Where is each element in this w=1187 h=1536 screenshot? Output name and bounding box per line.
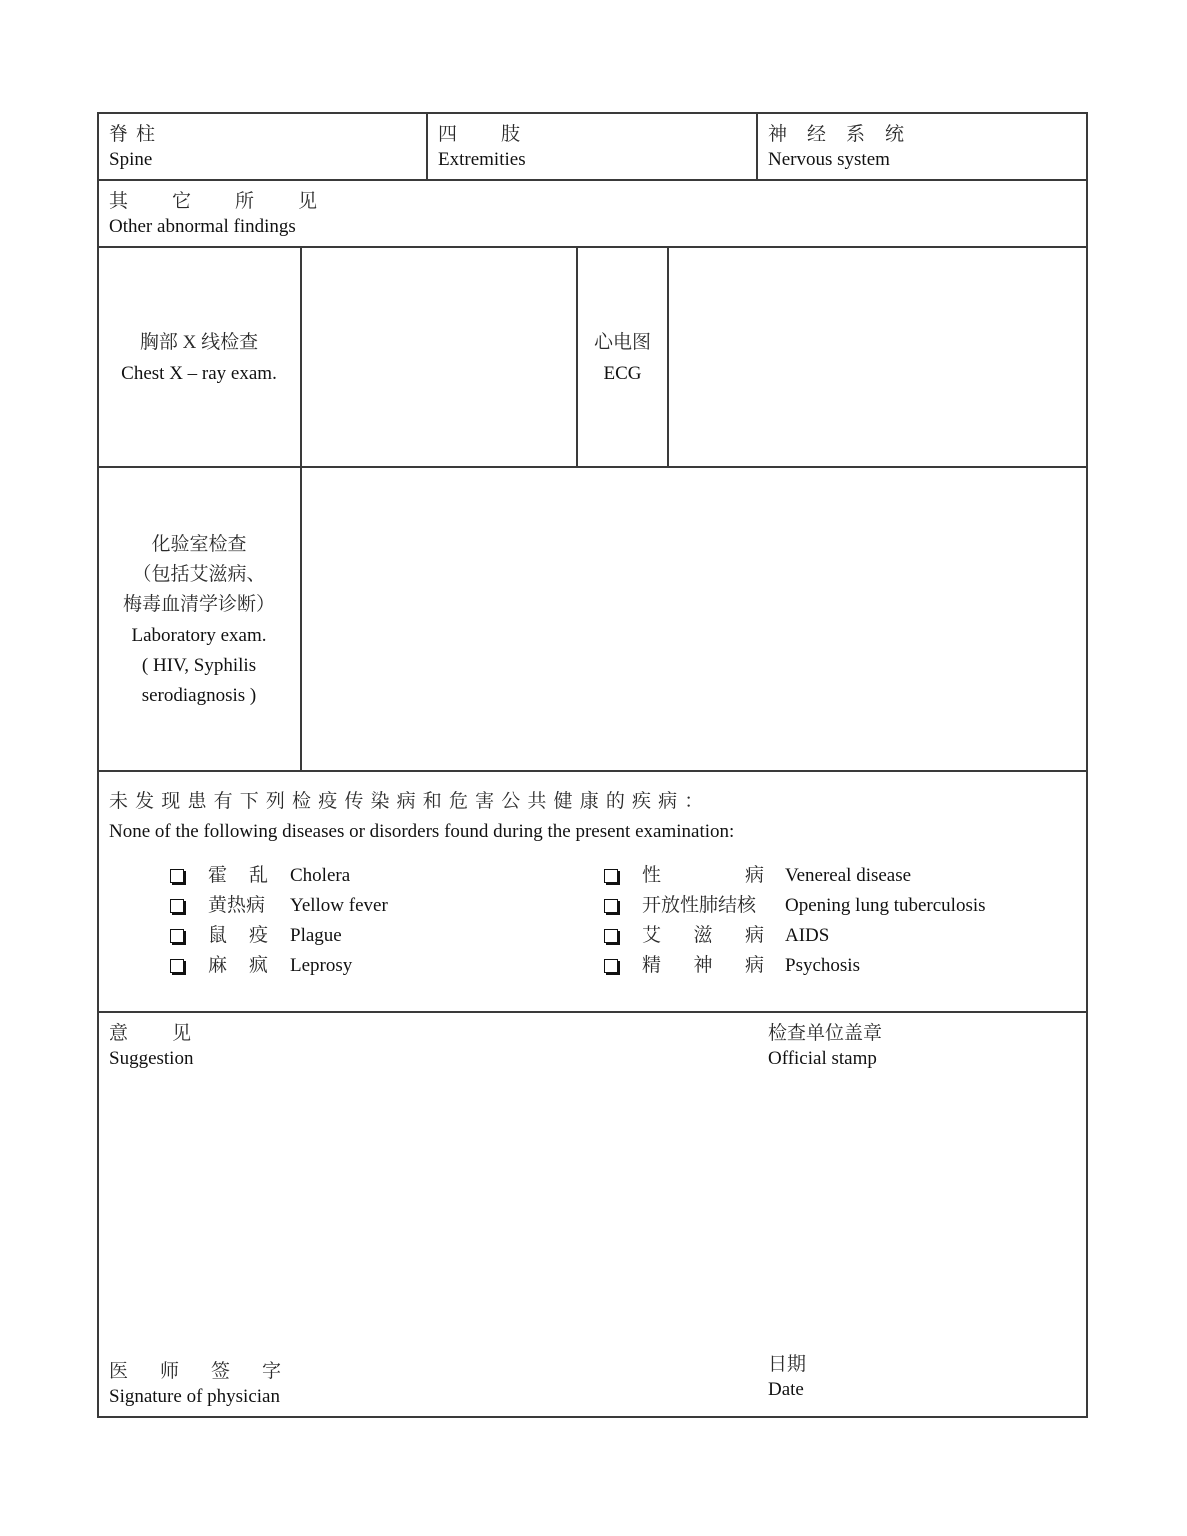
disease-label-en: Leprosy (290, 955, 353, 976)
disease-label-zh: 艾 滋 病 (642, 925, 764, 946)
disease-label-en: AIDS (785, 925, 830, 946)
extremities-field[interactable] (428, 113, 756, 179)
chest-xray-label-en: Chest X – ray exam. (121, 363, 277, 384)
table-border-right (1086, 112, 1088, 1417)
suggestion-label-zh: 意 见 (109, 1023, 192, 1044)
diseases-heading-en: None of the following diseases or disorders found during the present examination: (109, 821, 735, 842)
table-border-bottom (97, 1416, 1088, 1418)
disease-label-zh: 开放性肺结核 (642, 895, 757, 916)
disease-label-en: Plague (290, 925, 342, 946)
disease-label-en: Opening lung tuberculosis (785, 895, 986, 916)
spine-field[interactable] (98, 113, 426, 179)
ecg-label-zh: 心电图 (593, 332, 651, 353)
disease-label-en: Cholera (290, 865, 351, 886)
diseases-section (98, 772, 1086, 1011)
checkbox-cholera[interactable] (170, 869, 184, 883)
official-stamp-area[interactable] (758, 1075, 1078, 1345)
chest-xray-result-field[interactable] (302, 248, 576, 466)
signature-label-zh: 医 师 签 字 (109, 1361, 282, 1382)
checkbox-yellow-fever[interactable] (170, 899, 184, 913)
chest-xray-label-zh: 胸部 X 线检查 (139, 332, 259, 353)
lab-exam-label-zh-2: （包括艾滋病、 (132, 564, 266, 585)
nervous-system-field[interactable] (758, 113, 1086, 179)
diseases-heading-zh: 未 发 现 患 有 下 列 检 疫 传 染 病 和 危 害 公 共 健 康 的 疾 病 ： (109, 791, 704, 812)
disease-label-zh: 麻 疯 (208, 955, 268, 976)
suggestion-field[interactable] (106, 1075, 746, 1345)
signature-field[interactable] (318, 1353, 738, 1411)
ecg-label-en: ECG (603, 363, 642, 384)
other-findings-label-zh: 其 它 所 见 (109, 191, 318, 212)
official-stamp-label-en: Official stamp (768, 1048, 877, 1069)
ecg-result-field[interactable] (669, 248, 1086, 466)
lab-exam-label-en-1: Laboratory exam. (131, 625, 267, 646)
checkbox-psychosis[interactable] (604, 959, 618, 973)
checkbox-plague[interactable] (170, 929, 184, 943)
checkbox-aids[interactable] (604, 929, 618, 943)
lab-exam-label-zh-3: 梅毒血清学诊断） (122, 594, 275, 615)
spine-label-en: Spine (109, 149, 153, 170)
disease-label-zh: 霍 乱 (208, 865, 268, 886)
extremities-label-zh: 四 肢 (438, 124, 521, 145)
checkbox-venereal[interactable] (604, 869, 618, 883)
checkbox-leprosy[interactable] (170, 959, 184, 973)
lab-exam-label-zh-1: 化验室检查 (151, 534, 247, 555)
nervous-system-label-en: Nervous system (768, 149, 890, 170)
ecg-label-cell (578, 248, 667, 466)
other-findings-label-en: Other abnormal findings (109, 216, 296, 237)
lab-exam-label-en-2: ( HIV, Syphilis (141, 655, 257, 676)
suggestion-section (98, 1013, 1086, 1416)
lab-exam-result-field[interactable] (302, 468, 1086, 770)
disease-label-zh: 性 病 (642, 865, 764, 886)
checkbox-tuberculosis[interactable] (604, 899, 618, 913)
disease-label-zh: 精 神 病 (642, 955, 764, 976)
disease-label-en: Venereal disease (785, 865, 912, 886)
suggestion-label-en: Suggestion (109, 1048, 194, 1069)
date-label-zh: 日期 (768, 1354, 807, 1375)
chest-xray-label-cell (98, 248, 300, 466)
disease-label-zh: 鼠 疫 (208, 925, 268, 946)
official-stamp-label-zh: 检查单位盖章 (768, 1023, 883, 1044)
other-findings-field[interactable] (98, 181, 1086, 246)
date-field[interactable] (828, 1353, 1078, 1411)
disease-label-en: Yellow fever (290, 895, 388, 916)
nervous-system-label-zh: 神 经 系 统 (768, 124, 905, 145)
extremities-label-en: Extremities (438, 149, 526, 170)
signature-label-en: Signature of physician (109, 1386, 280, 1407)
disease-label-zh: 黄热病 (208, 895, 266, 916)
lab-exam-label-cell (98, 468, 300, 770)
date-label-en: Date (768, 1379, 804, 1400)
lab-exam-label-en-3: serodiagnosis ) (141, 685, 257, 706)
spine-label-zh: 脊 柱 (109, 124, 156, 145)
disease-label-en: Psychosis (785, 955, 860, 976)
